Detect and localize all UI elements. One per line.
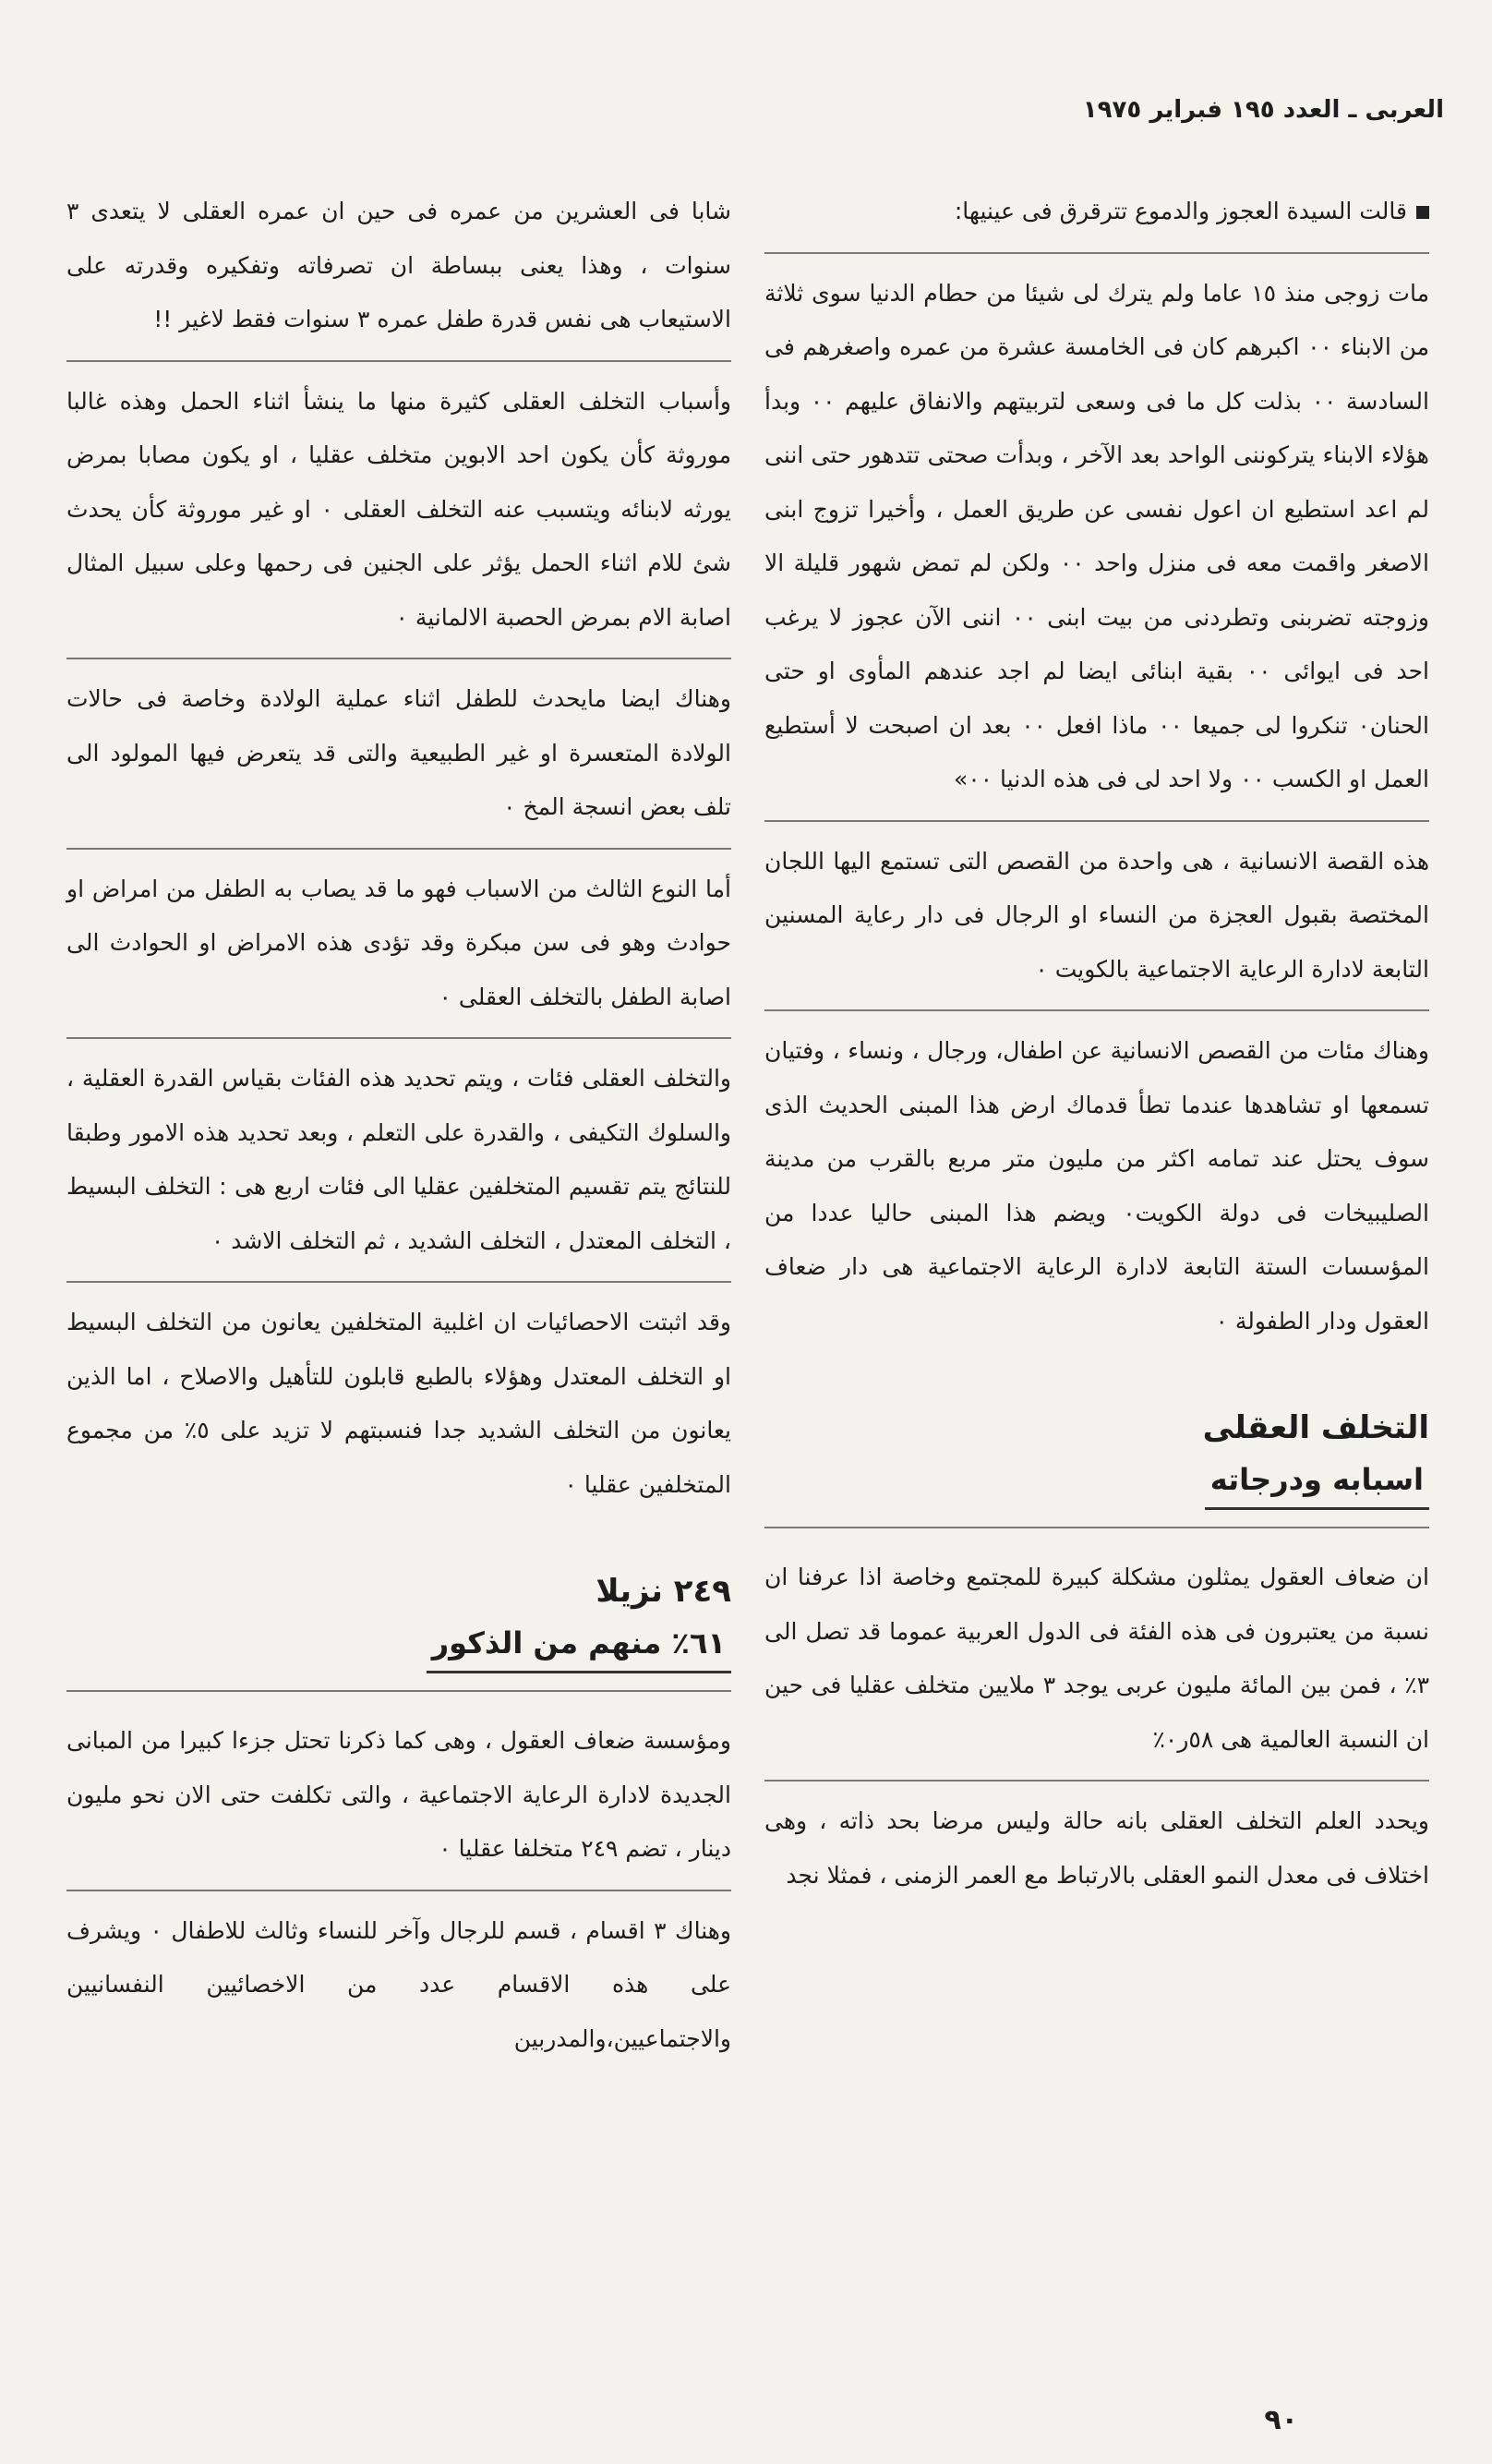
divider [66, 1690, 731, 1692]
section-heading [66, 1565, 731, 1692]
running-header: العربى ـ العدد ١٩٥ فبراير ١٩٧٥ [1082, 96, 1444, 124]
article-paragraph: ان ضعاف العقول يمثلون مشكلة كبيرة للمجتمع وخاصة اذا عرفنا ان نسبة من يعتبرون فى هذه الفئة فى الدول العربية عموما قد تصل الى ٣٪ ، فمن بين المائة مليون عربى يوجد ٣ ملايين متخلف عقليا فى حين ان النسبة العالمية هى ٥٨ر٠٪ [764, 1551, 1429, 1782]
left-column [66, 185, 731, 2092]
article-paragraph: ويحدد العلم التخلف العقلى بانه حالة وليس مرضا بحد ذاته ، وهى اختلاف فى معدل النمو العقلى بالارتباط مع العمر الزمنى ، فمثلا نجد [764, 1807, 1429, 1889]
article-paragraph: ومؤسسة ضعاف العقول ، وهى كما ذكرنا تحتل جزءا كبيرا من المبانى الجديدة لادارة الرعاية الاجتماعية ، والتى تكلفت حتى الان نحو مليون دينار ، تضم ٢٤٩ متخلفا عقليا ٠ [66, 1714, 731, 1891]
article-paragraph: قالت السيدة العجوز والدموع تترقرق فى عينيها: [764, 185, 1429, 254]
section-heading [764, 1402, 1429, 1528]
right-column [764, 185, 1429, 1928]
section-subtitle: اسبابه ودرجاته [1205, 1454, 1429, 1510]
section-title: التخلف العقلى [1202, 1409, 1429, 1446]
article-paragraph: مات زوجى منذ ١٥ عاما ولم يترك لى شيئا من حطام الدنيا سوى ثلاثة من الابناء ٠٠ اكبرهم كان فى الخامسة عشرة من عمره واصغرهم فى السادسة ٠٠ بذلت كل ما فى وسعى لتربيتهم والانفاق عليهم ٠٠ وبدأ هؤلاء الابناء يتركوننى الواحد بعد الآخر ، وبدأت صحتى تتدهور حتى اننى لم اعد استطيع ان اعول نفسى عن طريق العمل ، وأخيرا تزوج ابنى الاصغر واقمت معه فى منزل واحد ٠٠ ولكن لم تمض شهور قليلة الا وزوجته تضربنى وتطردنى من بيت ابنى ٠٠ اننى الآن عجوز لا يرغب احد فى ايوائى ٠٠ بقية ابنائى ايضا لم اجد عندهم المأوى او حتى الحنان٠ تنكروا لى جميعا ٠٠ ماذا افعل ٠٠ بعد ان اصبحت لا أستطيع العمل او الكسب ٠٠ ولا احد لى فى هذه الدنيا ٠٠» [764, 267, 1429, 822]
article-paragraph: وأسباب التخلف العقلى كثيرة منها ما ينشأ اثناء الحمل وهذه غالبا موروثة كأن يكون احد الابوين متخلف عقليا ، او يكون مصابا بمرض يورثه لابنائه ويتسبب عنه التخلف العقلى ٠ او غير موروثة كأن يحدث شئ للام اثناء الحمل يؤثر على الجنين فى رحمها وعلى سبيل المثال اصابة الام بمرض الحصبة الالمانية ٠ [66, 375, 731, 660]
article-paragraph: أما النوع الثالث من الاسباب فهو ما قد يصاب به الطفل من امراض او حوادث وهو فى سن مبكرة وقد تؤدى هذه الامراض او الحوادث الى اصابة الطفل بالتخلف العقلى ٠ [66, 863, 731, 1040]
article-paragraph: والتخلف العقلى فئات ، ويتم تحديد هذه الفئات بقياس القدرة العقلية ، والسلوك التكيفى ، والقدرة على التعلم ، وبعد تحديد هذه الامور وطبقا للنتائج يتم تقسيم المتخلفين عقليا الى فئات اربع هى : التخلف البسيط ، التخلف المعتدل ، التخلف الشديد ، ثم التخلف الاشد ٠ [66, 1052, 731, 1283]
article-paragraph: وهناك ايضا مايحدث للطفل اثناء عملية الولادة وخاصة فى حالات الولادة المتعسرة او غير الطبيعية والتى قد يتعرض فيها المولود الى تلف بعض انسجة المخ ٠ [66, 672, 731, 850]
article-paragraph: شابا فى العشرين من عمره فى حين ان عمره العقلى لا يتعدى ٣ سنوات ، وهذا يعنى ببساطة ان تصرفاته وتفكيره وقدرته على الاستيعاب هى نفس قدرة طفل عمره ٣ سنوات فقط لاغير !! [66, 185, 731, 362]
article-paragraph: هذه القصة الانسانية ، هى واحدة من القصص التى تستمع اليها اللجان المختصة بقبول العجزة من النساء او الرجال فى دار رعاية المسنين التابعة لادارة الرعاية الاجتماعية بالكويت ٠ [764, 835, 1429, 1012]
article-paragraph: وهناك ٣ اقسام ، قسم للرجال وآخر للنساء وثالث للاطفال ٠ ويشرف على هذه الاقسام عدد من الاخصائيين النفسانيين والاجتماعيين،والمدربين [66, 1916, 731, 2052]
section-title: ٢٤٩ نزيلا [596, 1573, 731, 1610]
article-paragraph: وهناك مئات من القصص الانسانية عن اطفال، ورجال ، ونساء ، وفتيان تسمعها او تشاهدها عندما تطأ قدماك ارض هذا المبنى الحديث الذى سوف يحتل عند تمامه اكثر من مليون متر مربع بالقرب من مدينة الصليبيخات فى دولة الكويت٠ ويضم هذا المبنى حاليا عددا من المؤسسات الستة التابعة لادارة الرعاية الاجتماعية هى دار ضعاف العقول ودار الطفولة ٠ [764, 1037, 1429, 1335]
article-paragraph: وقد اثبتت الاحصائيات ان اغلبية المتخلفين يعانون من التخلف البسيط او التخلف المعتدل وهؤلاء بالطبع قابلون للتأهيل والاصلاح ، اما الذين يعانون من التخلف الشديد جدا فنسبتهم لا تزيد على ٥٪ من مجموع المتخلفين عقليا ٠ [66, 1309, 731, 1498]
page-number: ٩٠ [1264, 2404, 1298, 2436]
divider [764, 1527, 1429, 1528]
section-subtitle: ٦١٪ منهم من الذكور [427, 1617, 731, 1673]
